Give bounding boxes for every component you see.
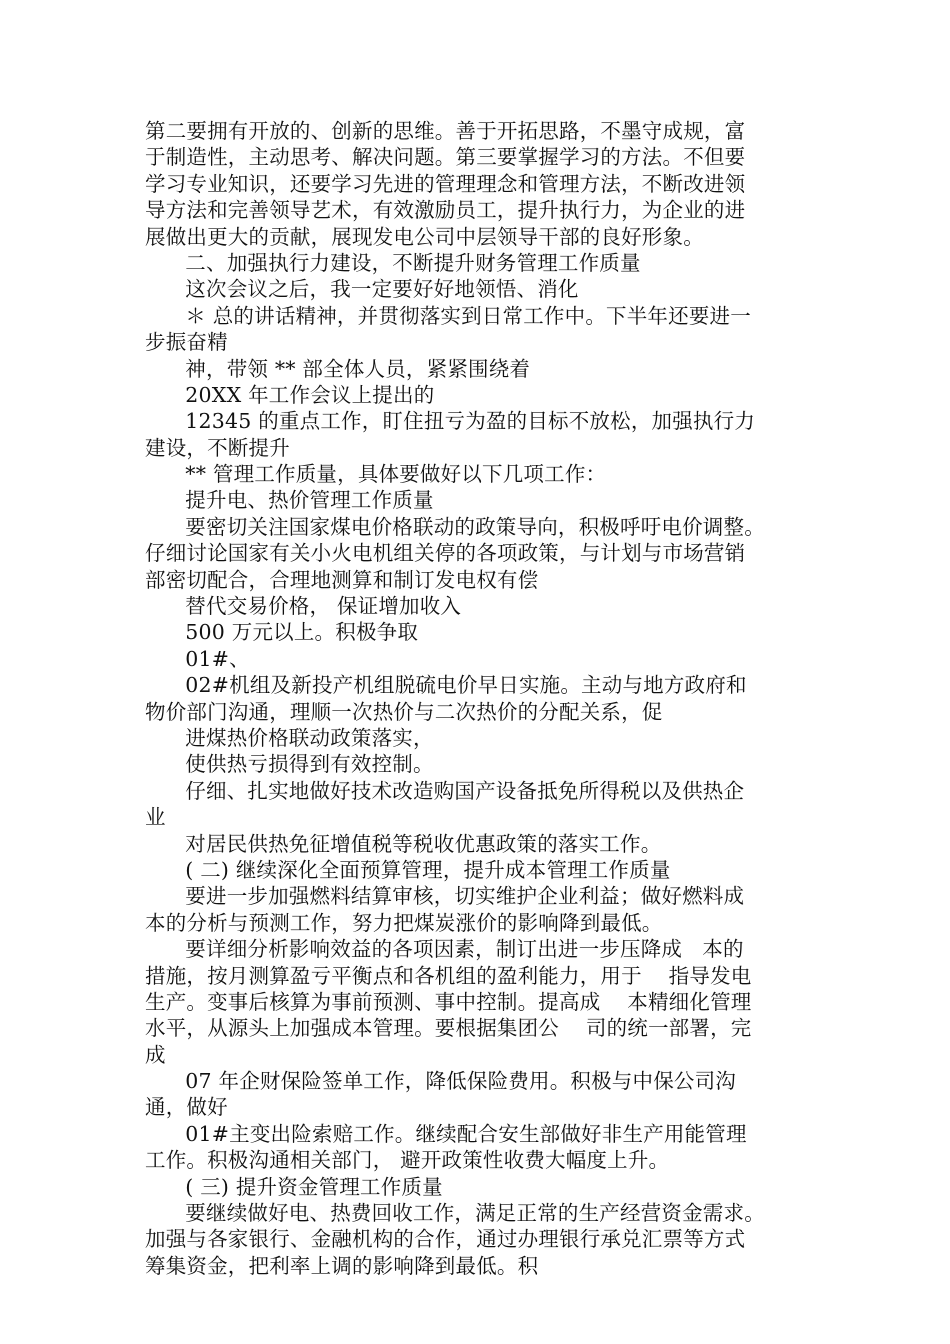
text-line: 神，带领 ** 部全体人员，紧紧围绕着 <box>145 356 531 381</box>
text-line: 20XX 年工作会议上提出的 <box>145 382 435 407</box>
text-line: 01#、 <box>145 646 250 671</box>
text-line: 02#机组及新投产机组脱硫电价早日实施。主动与地方政府和 <box>145 673 747 698</box>
text-line: 要密切关注国家煤电价格联动的政策导向，积极呼吁电价调整。 <box>145 514 765 539</box>
text-line: 步振奋精 <box>145 330 228 355</box>
text-line: 仔细、扎实地做好技术改造购国产设备抵免所得税以及供热企 <box>145 778 745 803</box>
text-line: 这次会议之后，我一定要好好地领悟、消化 <box>145 277 579 302</box>
text-line: ( 二) 继续深化全面预算管理，提升成本管理工作质量 <box>145 857 671 882</box>
text-line: 通，做好 <box>145 1095 228 1120</box>
text-line: 本的分析与预测工作，努力把煤炭涨价的影响降到最低。 <box>145 910 663 935</box>
text-line: 07 年企财保险签单工作，降低保险费用。积极与中保公司沟 <box>145 1069 736 1094</box>
text-line: 要继续做好电、热费回收工作，满足正常的生产经营资金需求。 <box>145 1201 765 1226</box>
text-line: 加强与各家银行、金融机构的合作，通过办理银行承兑汇票等方式 <box>145 1227 746 1252</box>
text-line: 替代交易价格， 保证增加收入 <box>145 594 462 619</box>
text-line: 业 <box>145 805 166 830</box>
text-line: 筹集资金，把利率上调的影响降到最低。积 <box>145 1253 539 1278</box>
text-line: 使供热亏损得到有效控制。 <box>145 752 434 777</box>
text-line: 500 万元以上。积极争取 <box>145 620 419 645</box>
text-line: 12345 的重点工作，盯住扭亏为盈的目标不放松，加强执行力 <box>145 409 756 434</box>
text-line: 物价部门沟通，理顺一次热价与二次热价的分配关系，促 <box>145 699 663 724</box>
text-line: 第二要拥有开放的、创新的思维。善于开拓思路，不墨守成规，富 <box>145 119 746 143</box>
text-line: 工作。积极沟通相关部门， 避开政策性收费大幅度上升。 <box>145 1148 670 1173</box>
text-line: 措施，按月测算盈亏平衡点和各机组的盈利能力，用于 指导发电 <box>145 963 752 988</box>
body-text <box>145 118 825 1279</box>
text-line: 建设，不断提升 <box>145 435 290 460</box>
text-line: 学习专业知识，还要学习先进的管理理念和管理方法，不断改进领 <box>145 171 746 196</box>
text-line: ＊ 总的讲话精神，并贯彻落实到日常工作中。下半年还要进一 <box>145 303 751 328</box>
text-line: 提升电、热价管理工作质量 <box>145 488 434 513</box>
text-line: 要详细分析影响效益的各项因素，制订出进一步压降成 本的 <box>145 937 744 962</box>
text-line: 二、加强执行力建设，不断提升财务管理工作质量 <box>145 250 641 275</box>
text-line: 水平，从源头上加强成本管理。要根据集团公 司的统一部署，完 <box>145 1016 752 1041</box>
text-line: ** 管理工作质量，具体要做好以下几项工作： <box>145 462 607 487</box>
text-line: 进煤热价格联动政策落实， <box>145 725 434 750</box>
text-line: 生产。变事后核算为事前预测、事中控制。提高成 本精细化管理 <box>145 989 752 1014</box>
text-line: 于制造性，主动思考、解决问题。第三要掌握学习的方法。不但要 <box>145 145 746 170</box>
text-line: 要进一步加强燃料结算审核，切实维护企业利益；做好燃料成 <box>145 884 745 909</box>
text-line: 导方法和完善领导艺术，有效激励员工，提升执行力，为企业的进 <box>145 198 746 223</box>
text-line: ( 三) 提升资金管理工作质量 <box>145 1174 443 1199</box>
text-line: 仔细讨论国家有关小火电机组关停的各项政策，与计划与市场营销 <box>145 541 746 566</box>
text-line: 部密切配合，合理地测算和制订发电权有偿 <box>145 567 539 592</box>
text-line: 01#主变出险索赔工作。继续配合安生部做好非生产用能管理 <box>145 1121 747 1146</box>
text-line: 对居民供热免征增值税等税收优惠政策的落实工作。 <box>145 831 662 856</box>
text-line: 展做出更大的贡献，展现发电公司中层领导干部的良好形象。 <box>145 224 704 249</box>
text-line: 成 <box>145 1042 166 1067</box>
